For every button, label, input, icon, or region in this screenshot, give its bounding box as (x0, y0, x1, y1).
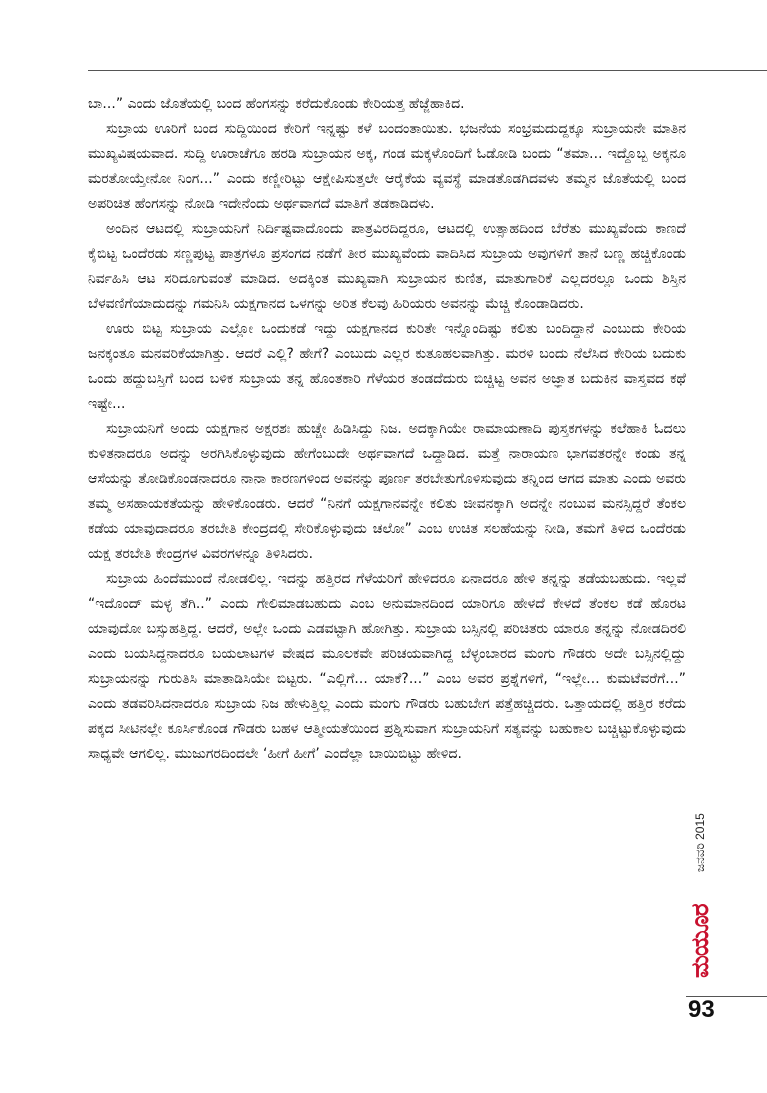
page-number: 93 (688, 996, 715, 1023)
top-rule (88, 70, 767, 71)
magazine-logo: ಮಯೂರ (686, 904, 714, 978)
paragraph: ಸುಬ್ರಾಯ ಊರಿಗೆ ಬಂದ ಸುದ್ದಿಯಿಂದ ಕೇರಿಗೆ ಇನ್ನಷ್ಟು ಕಳೆ ಬಂದಂತಾಯಿತು. ಭಜನೆಯ ಸಂಭ್ರಮದುದ್ದಕ್ಕೂ ಸುಬ್ರಾಯನೇ ಮಾತಿನ ಮುಖ್ಯವಿಷಯವಾದ. ಸುದ್ದಿ ಊರಾಚೆಗೂ ಹರಡಿ ಸುಬ್ರಾಯನ ಅಕ್ಕ, ಗಂಡ ಮಕ್ಕಳೊಂದಿಗೆ ಓಡೋಡಿ ಬಂದು “ತಮಾ... ಇದ್ದೊಬ್ಬ ಅಕ್ಕನೂ ಮರತೋಯ್ತೇನೋ ನಿಂಗ...” ಎಂದು ಕಣ್ಣೀರಿಟ್ಟು ಆಕ್ಷೇಪಿಸುತ್ತಲೇ ಆರೈಕೆಯ ವ್ಯವಸ್ಥೆ ಮಾಡತೊಡಗಿದವಳು ತಮ್ಮನ ಜೊತೆಯಲ್ಲಿ ಬಂದ ಅಪರಿಚಿತ ಹೆಂಗಸನ್ನು ನೋಡಿ ಇದೇನೆಂದು ಅರ್ಥವಾಗದೆ ಮಾತಿಗೆ ತಡಕಾಡಿದಳು. (88, 121, 686, 212)
paragraph: ಊರು ಬಿಟ್ಟ ಸುಬ್ರಾಯ ಎಲ್ಲೋ ಒಂದುಕಡೆ ಇದ್ದು ಯಕ್ಷಗಾನದ ಕುರಿತೇ ಇನ್ನೊಂದಿಷ್ಟು ಕಲಿತು ಬಂದಿದ್ದಾನೆ ಎಂಬುದು ಕೇರಿಯ ಜನಕ್ಕಂತೂ ಮನವರಿಕೆಯಾಗಿತ್ತು. ಆದರೆ ಎಲ್ಲಿ? ಹೇಗೆ? ಎಂಬುದು ಎಲ್ಲರ ಕುತೂಹಲವಾಗಿತ್ತು. ಮರಳಿ ಬಂದು ನೆಲೆಸಿದ ಕೇರಿಯ ಬದುಕು ಒಂದು ಹದ್ದುಬಸ್ತಿಗೆ ಬಂದ ಬಳಿಕ ಸುಬ್ರಾಯ ತನ್ನ ಹೊಂತಕಾರಿ ಗೆಳೆಯರ ತಂಡದೆದುರು ಬಿಚ್ಚಿಟ್ಟ ಅವನ ಅಜ್ಞಾತ ಬದುಕಿನ ವಾಸ್ತವದ ಕಥೆ ಇಷ್ಟೇ... (88, 321, 686, 412)
paragraph: ಸುಬ್ರಾಯನಿಗೆ ಅಂದು ಯಕ್ಷಗಾನ ಅಕ್ಷರಶಃ ಹುಚ್ಚೇ ಹಿಡಿಸಿದ್ದು ನಿಜ. ಅದಕ್ಕಾಗಿಯೇ ರಾಮಾಯಣಾದಿ ಪುಸ್ತಕಗಳನ್ನು ಕಲೆಹಾಕಿ ಓದಲು ಕುಳಿತನಾದರೂ ಅದನ್ನು ಅರಗಿಸಿಕೊಳ್ಳುವುದು ಹೇಗೆಂಬುದೇ ಅರ್ಥವಾಗದೆ ಒದ್ದಾಡಿದ. ಮತ್ತೆ ನಾರಾಯಣ ಭಾಗವತರನ್ನೇ ಕಂಡು ತನ್ನ ಆಸೆಯನ್ನು ತೋಡಿಕೊಂಡನಾದರೂ ನಾನಾ ಕಾರಣಗಳಿಂದ ಅವನನ್ನು ಪೂರ್ಣ ತರಬೇತುಗೊಳಿಸುವುದು ತನ್ನಿಂದ ಆಗದ ಮಾತು ಎಂದು ಅವರು ತಮ್ಮ ಅಸಹಾಯಕತೆಯನ್ನು ಹೇಳಿಕೊಂಡರು. ಆದರೆ “ನಿನಗೆ ಯಕ್ಷಗಾನವನ್ನೇ ಕಲಿತು ಜೀವನಕ್ಕಾಗಿ ಅದನ್ನೇ ನಂಬುವ ಮನಸ್ಸಿದ್ದರೆ ತೆಂಕಲ ಕಡೆಯ ಯಾವುದಾದರೂ ತರಬೇತಿ ಕೇಂದ್ರದಲ್ಲಿ ಸೇರಿಕೊಳ್ಳುವುದು ಚಲೋ” ಎಂಬ ಉಚಿತ ಸಲಹೆಯನ್ನು ನೀಡಿ, ತಮಗೆ ತಿಳಿದ ಒಂದೆರಡು ಯಕ್ಷ ತರಬೇತಿ ಕೇಂದ್ರಗಳ ವಿವರಗಳನ್ನೂ ತಿಳಿಸಿದರು. (88, 421, 686, 562)
article-body (88, 92, 686, 767)
issue-date: ಜನವರಿ 2015 (693, 813, 707, 872)
paragraph: ಅಂದಿನ ಆಟದಲ್ಲಿ ಸುಬ್ರಾಯನಿಗೆ ನಿರ್ದಿಷ್ಟವಾದೊಂದು ಪಾತ್ರವಿರದಿದ್ದರೂ, ಆಟದಲ್ಲಿ ಉತ್ಸಾಹದಿಂದ ಬೆರೆತು ಮುಖ್ಯವೆಂದು ಕಾಣದೆ ಕೈಬಿಟ್ಟ ಒಂದೆರಡು ಸಣ್ಣಪುಟ್ಟ ಪಾತ್ರಗಳೂ ಪ್ರಸಂಗದ ನಡೆಗೆ ತೀರ ಮುಖ್ಯವೆಂದು ವಾದಿಸಿದ ಸುಬ್ರಾಯ ಅವುಗಳಿಗೆ ತಾನೆ ಬಣ್ಣ ಹಚ್ಚಿಕೊಂಡು ನಿರ್ವಹಿಸಿ ಆಟ ಸರಿದೂಗುವಂತೆ ಮಾಡಿದ. ಅದಕ್ಕಿಂತ ಮುಖ್ಯವಾಗಿ ಸುಬ್ರಾಯನ ಕುಣಿತ, ಮಾತುಗಾರಿಕೆ ಎಲ್ಲದರಲ್ಲೂ ಒಂದು ಶಿಸ್ತಿನ ಬೆಳವಣಿಗೆಯಾದುದನ್ನು ಗಮನಿಸಿ ಯಕ್ಷಗಾನದ ಒಳಗನ್ನು ಅರಿತ ಕೆಲವು ಹಿರಿಯರು ಅವನನ್ನು ಮೆಚ್ಚಿ ಕೊಂಡಾಡಿದರು. (88, 221, 686, 312)
paragraph: ಬಾ...” ಎಂದು ಜೊತೆಯಲ್ಲಿ ಬಂದ ಹೆಂಗಸನ್ನು ಕರೆದುಕೊಂಡು ಕೇರಿಯತ್ತ ಹೆಜ್ಜೆಹಾಕಿದ. (88, 96, 465, 112)
paragraph: ಸುಬ್ರಾಯ ಹಿಂದೆಮುಂದೆ ನೋಡಲಿಲ್ಲ. ಇದನ್ನು ಹತ್ತಿರದ ಗೆಳೆಯರಿಗೆ ಹೇಳಿದರೂ ಏನಾದರೂ ಹೇಳಿ ತನ್ನನ್ನು ತಡೆಯಬಹುದು. ಇಲ್ಲವೆ “ಇದೊಂದ್ ಮಳ್ಳ ತೆಗಿ..” ಎಂದು ಗೇಲಿಮಾಡಬಹುದು ಎಂಬ ಅನುಮಾನದಿಂದ ಯಾರಿಗೂ ಹೇಳದೆ ಕೇಳದೆ ತೆಂಕಲ ಕಡೆ ಹೊರಟ ಯಾವುದೋ ಬಸ್ಸುಹತ್ತಿದ್ದ. ಆದರೆ, ಅಲ್ಲೇ ಒಂದು ಎಡವಟ್ಟಾಗಿ ಹೋಗಿತ್ತು. ಸುಬ್ರಾಯ ಬಸ್ಸಿನಲ್ಲಿ ಪರಿಚಿತರು ಯಾರೂ ತನ್ನನ್ನು ನೋಡದಿರಲಿ ಎಂದು ಬಯಸಿದ್ದನಾದರೂ ಬಯಲಾಟಗಳ ವೇಷದ ಮೂಲಕವೇ ಪರಿಚಯವಾಗಿದ್ದ ಬೆಳ್ಳಂಬಾರದ ಮಂಗು ಗೌಡರು ಅದೇ ಬಸ್ಸಿನಲ್ಲಿದ್ದು ಸುಬ್ರಾಯನನ್ನು ಗುರುತಿಸಿ ಮಾತಾಡಿಸಿಯೇ ಬಿಟ್ಟರು. “ಎಲ್ಲಿಗೆ... ಯಾಕೆ?...” ಎಂಬ ಅವರ ಪ್ರಶ್ನೆಗಳಿಗೆ, “ಇಲ್ಲೇ... ಕುಮಟೆವರೆಗೆ...” ಎಂದು ತಡವರಿಸಿದನಾದರೂ ಸುಬ್ರಾಯ ನಿಜ ಹೇಳುತ್ತಿಲ್ಲ ಎಂದು ಮಂಗು ಗೌಡರು ಬಹುಬೇಗ ಪತ್ತೆಹಚ್ಚಿದರು. ಒತ್ತಾಯದಲ್ಲಿ ಹತ್ತಿರ ಕರೆದು ಪಕ್ಕದ ಸೀಟಿನಲ್ಲೇ ಕೂರ್ಸಿಕೊಂಡ ಗೌಡರು ಬಹಳ ಆತ್ಮೀಯತೆಯಿಂದ ಪ್ರಶ್ನಿಸುವಾಗ ಸುಬ್ರಾಯನಿಗೆ ಸತ್ಯವನ್ನು ಬಹುಕಾಲ ಬಚ್ಚಿಟ್ಟುಕೊಳ್ಳುವುದು ಸಾಧ್ಯವೇ ಆಗಲಿಲ್ಲ. ಮುಜುಗರದಿಂದಲೇ ‘ಹೀಗೆ ಹೀಗೆ’ ಎಂದೆಲ್ಲಾ ಬಾಯಿಬಿಟ್ಟು ಹೇಳಿದ. (88, 571, 686, 762)
